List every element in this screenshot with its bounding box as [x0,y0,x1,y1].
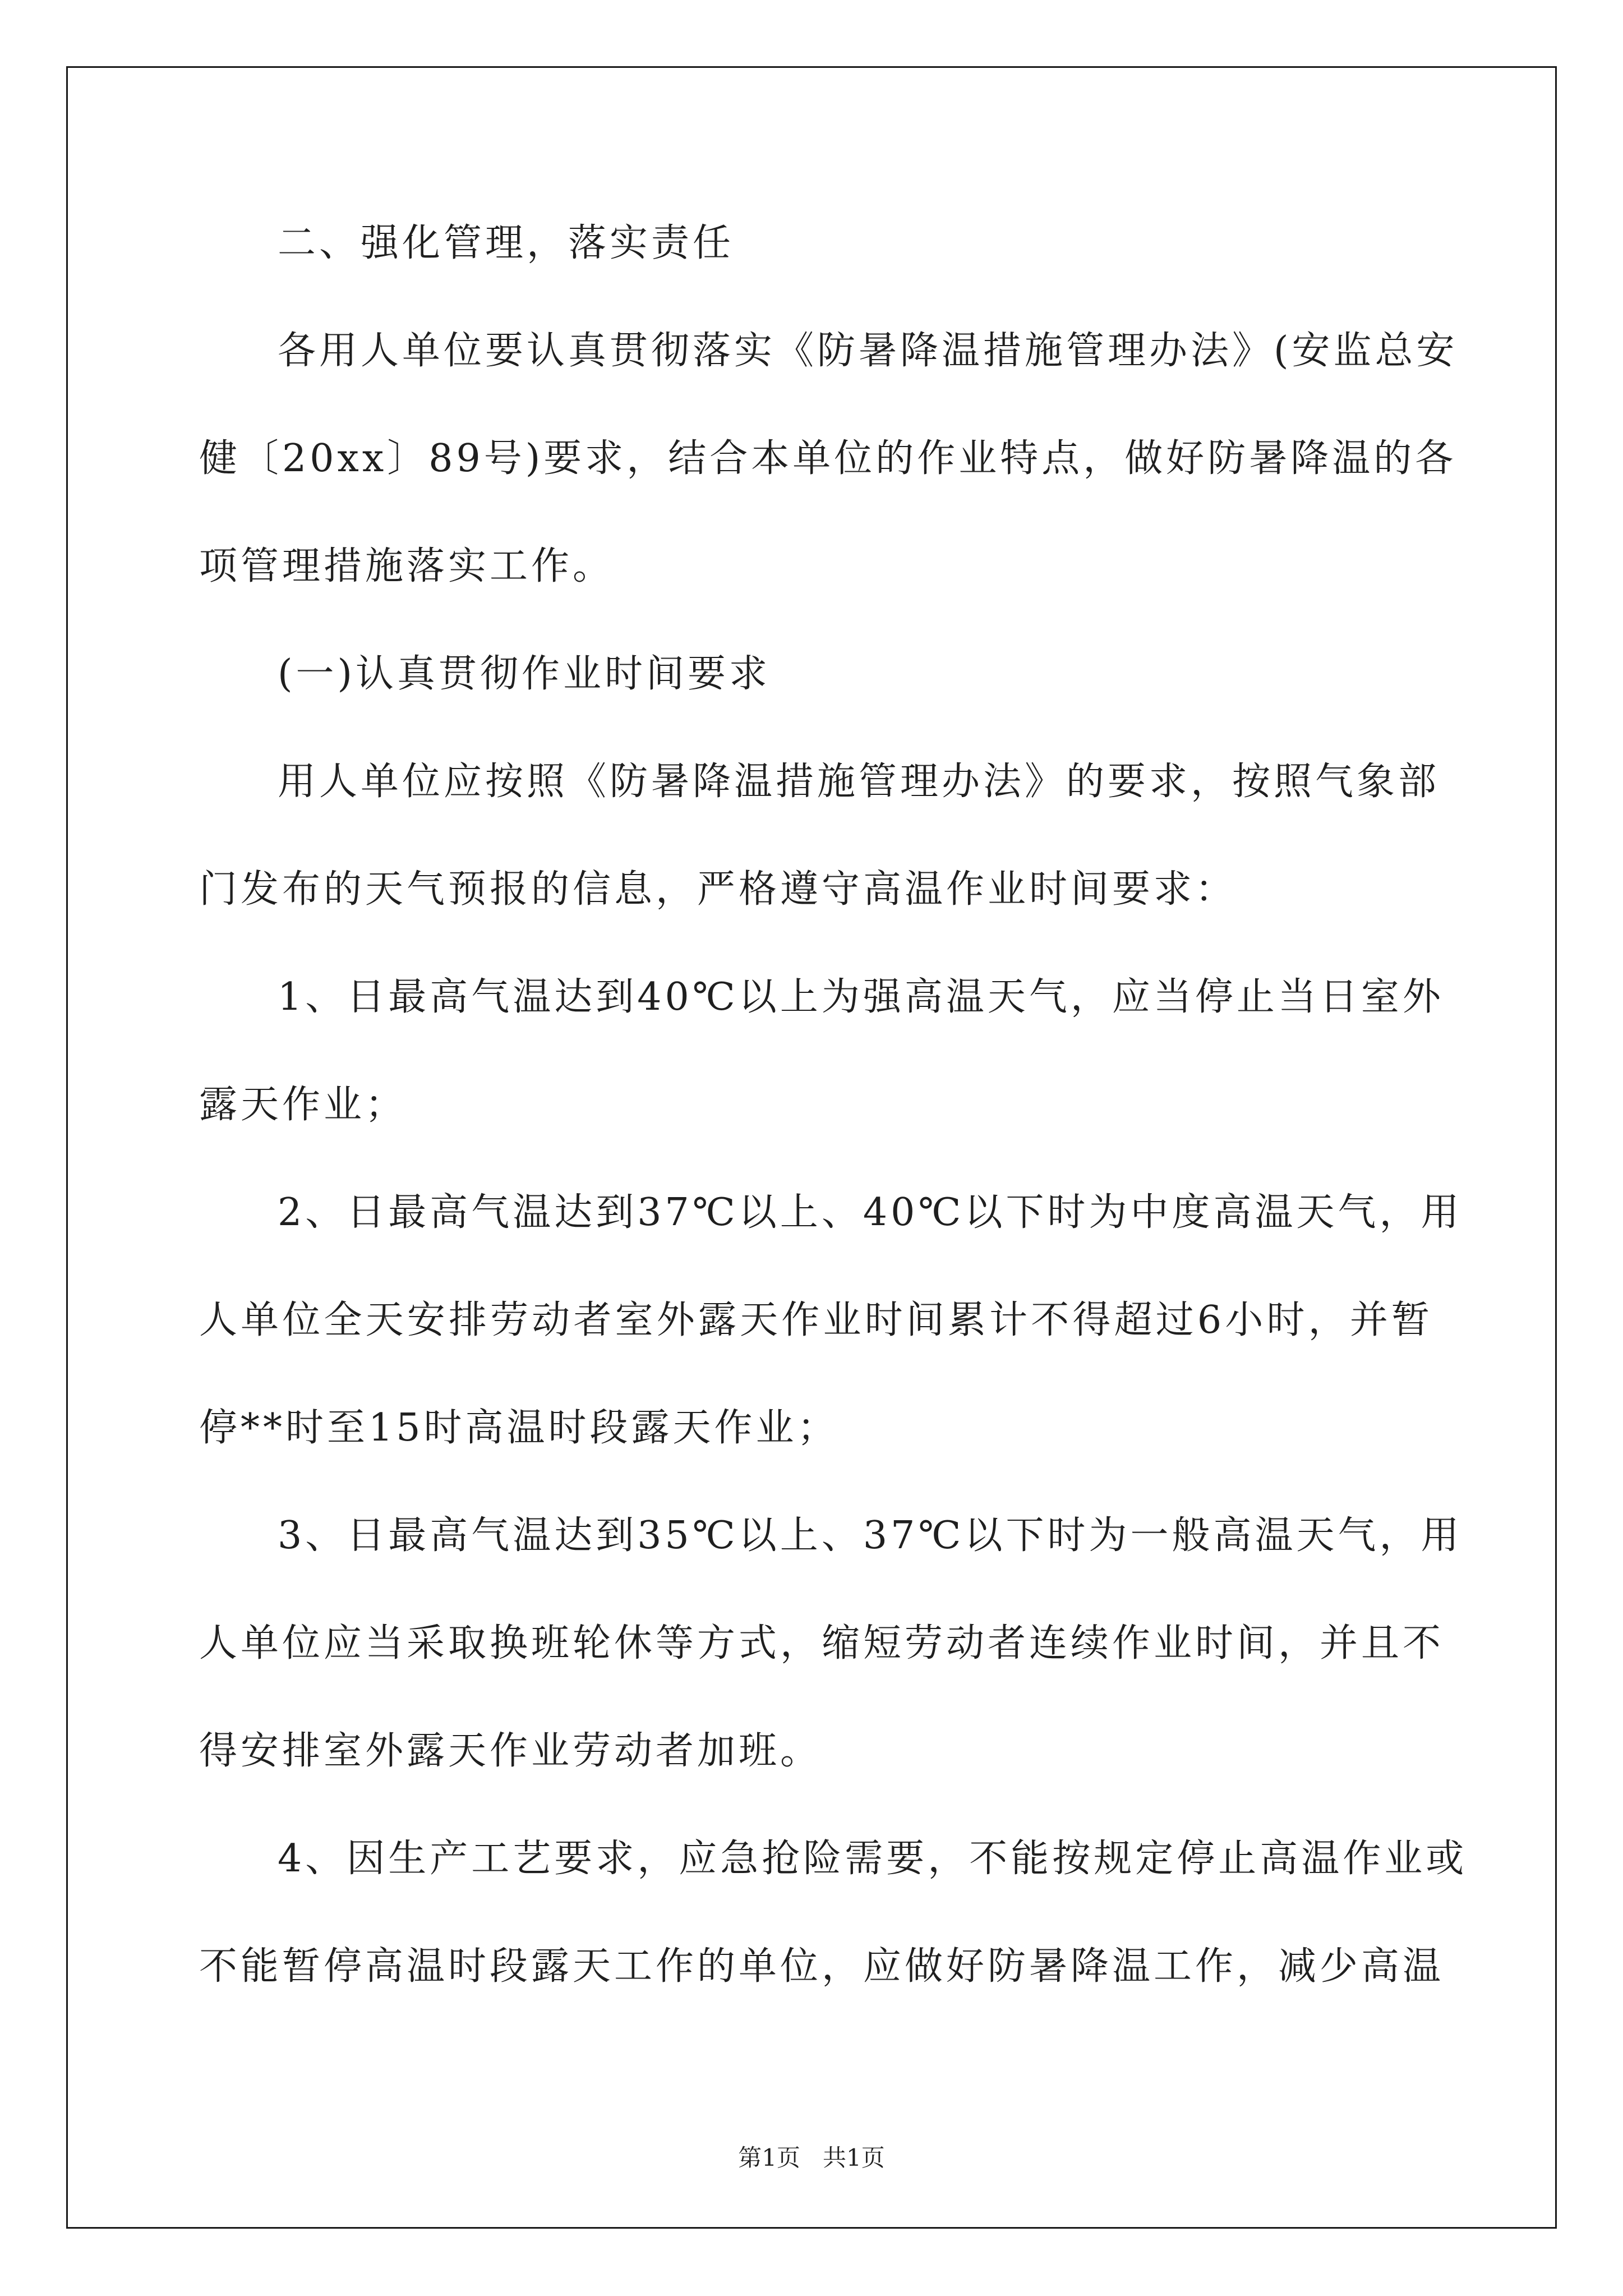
page-footer: 第1页 共1页 [738,2144,885,2171]
list-item-line: 人单位应当采取换班轮休等方式，缩短劳动者连续作业时间，并且不 [199,1621,1445,1665]
paragraph-line: 各用人单位要认真贯彻落实《防暑降温措施管理办法》(安监总安 [278,329,1458,373]
paragraph-line: 健〔20xx〕89号)要求，结合本单位的作业特点，做好防暑降温的各 [199,436,1457,481]
list-item-line: 4、因生产工艺要求，应急抢险需要，不能按规定停止高温作业或 [278,1837,1468,1881]
list-item-line: 得安排室外露天作业劳动者加班。 [199,1729,822,1773]
list-item-line: 不能暂停高温时段露天工作的单位，应做好防暑降温工作，减少高温 [199,1944,1445,1989]
list-item-line: 2、日最高气温达到37℃以上、40℃以下时为中度高温天气，用 [278,1190,1463,1235]
paragraph-line: 项管理措施落实工作。 [199,544,615,588]
page-border [66,66,1557,2229]
list-item-line: 停**时至15时高温时段露天作业； [199,1406,839,1450]
list-item-line: 1、日最高气温达到40℃以上为强高温天气，应当停止当日室外 [278,975,1444,1019]
paragraph-line: 用人单位应按照《防暑降温措施管理办法》的要求，按照气象部 [278,760,1440,804]
paragraph-line: 门发布的天气预报的信息，严格遵守高温作业时间要求： [199,867,1237,912]
subsection-heading: (一)认真贯彻作业时间要求 [278,652,771,696]
list-item-line: 露天作业； [199,1083,407,1127]
section-heading: 二、强化管理，落实责任 [278,221,735,265]
list-item-line: 人单位全天安排劳动者室外露天作业时间累计不得超过6小时，并暂 [199,1298,1433,1342]
list-item-line: 3、日最高气温达到35℃以上、37℃以下时为一般高温天气，用 [278,1513,1463,1558]
